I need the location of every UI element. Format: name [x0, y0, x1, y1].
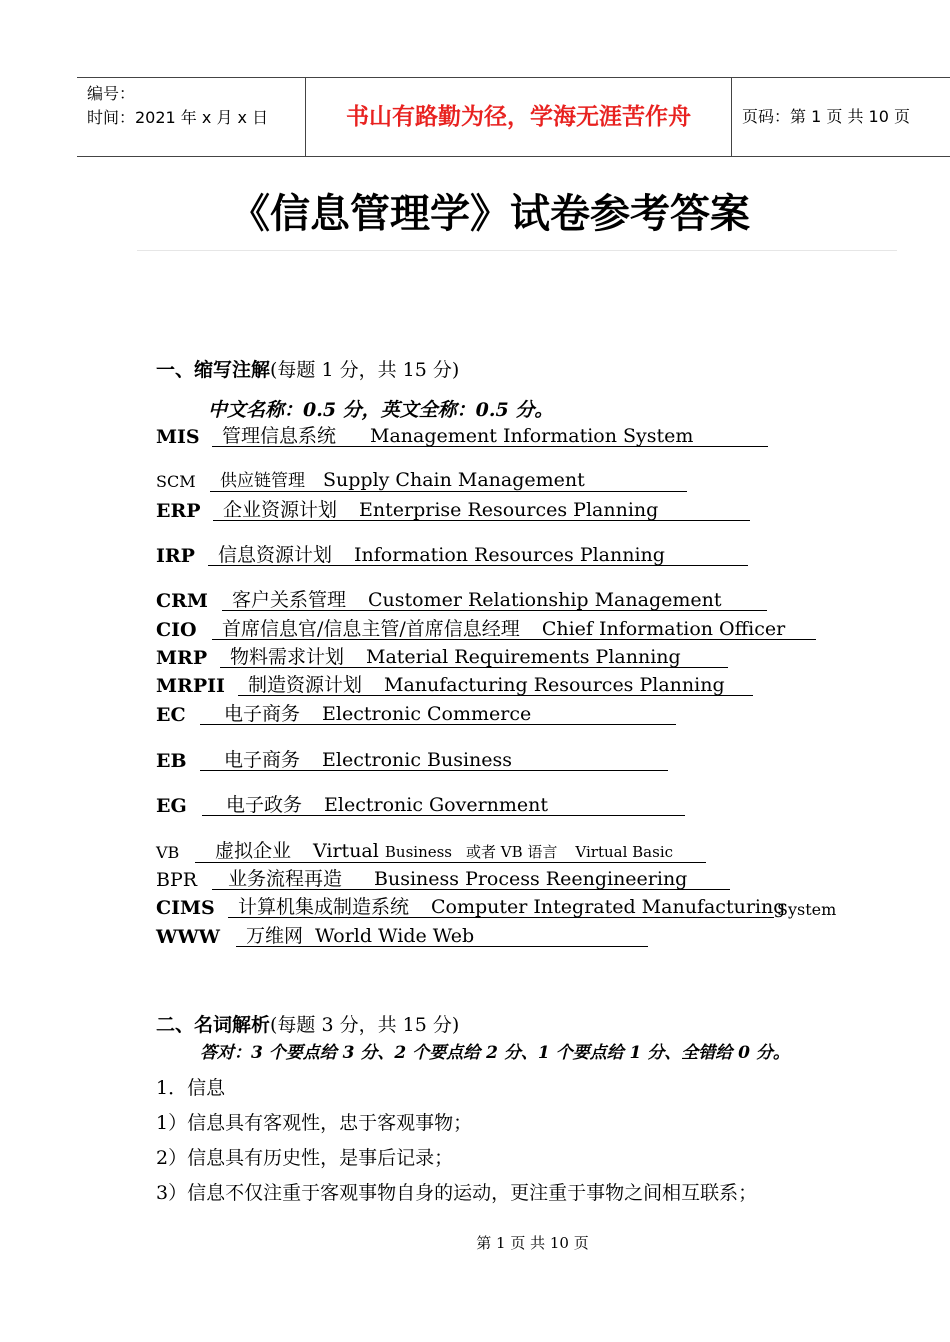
abbr-value-irp [208, 545, 748, 566]
section2-heading-line [156, 1010, 459, 1037]
section1-heading-line [156, 355, 459, 382]
cn-name: 管理信息系统 [222, 425, 337, 447]
section1-scoring: (每题 1 分，共 15 分) [270, 359, 460, 381]
cn-name: 万维网 [246, 925, 304, 947]
en-name: Information Resources Planning [354, 544, 665, 566]
abbr-value-mrpii [238, 675, 753, 696]
cn-name: 信息资源计划 [218, 544, 333, 566]
abbr-value-crm [222, 590, 767, 611]
cn-name: 供应链管理 [220, 471, 305, 491]
cn-name: 物料需求计划 [230, 646, 345, 668]
abbr-value-eb [200, 750, 668, 771]
abbr-row-www [156, 926, 220, 948]
abbr-value-bpr [212, 869, 730, 890]
abbr-label: BPR [156, 869, 198, 891]
en-name: Manufacturing Resources Planning [384, 674, 725, 696]
cn-name: 虚拟企业 [215, 840, 292, 862]
cn-name: 首席信息官/信息主管/首席信息经理 [222, 618, 520, 640]
abbr-label: EB [156, 750, 187, 772]
abbr-row-cio [156, 619, 197, 641]
abbr-row-erp [156, 500, 201, 522]
en-name: Material Requirements Planning [366, 646, 681, 668]
cn-name: 业务流程再造 [228, 868, 343, 890]
header-meta [77, 78, 306, 156]
abbr-label: ERP [156, 500, 201, 522]
abbr-row-cims [156, 897, 215, 919]
abbr-label: MRP [156, 647, 208, 669]
abbr-row-irp [156, 545, 195, 567]
header-page-label: 页码：第 1 页 共 10 页 [742, 107, 910, 126]
en-name: Electronic Commerce [322, 703, 532, 725]
abbr-value-erp [213, 500, 750, 521]
abbr-suffix-cims: System [777, 900, 837, 919]
abbr-label: VB [156, 843, 180, 862]
alt-term: 或者 VB 语言 [466, 843, 558, 861]
en-name: Computer Integrated Manufacturing [431, 896, 786, 918]
header-motto: 书山有路勤为径，学海无涯苦作舟 [306, 78, 732, 156]
abbr-label: EG [156, 795, 187, 817]
cn-name: 制造资源计划 [248, 674, 363, 696]
abbr-label: CIMS [156, 897, 215, 919]
abbr-value-vb [195, 841, 706, 863]
abbr-value-mrp [220, 647, 728, 668]
en-name: Virtual [313, 840, 379, 862]
time-label: 时间：2021 年 x 月 x 日 [87, 108, 269, 127]
document-header [77, 77, 950, 157]
definition-point-3: 3）信息不仅注重于客观事物自身的运动，更注重于事物之间相互联系； [156, 1182, 758, 1204]
abbr-label: CIO [156, 619, 197, 641]
en-name: Customer Relationship Management [368, 589, 722, 611]
abbr-row-ec [156, 704, 186, 726]
en-name: Business Process Reengineering [374, 868, 688, 890]
cn-name: 电子商务 [224, 703, 301, 725]
abbr-value-ec [200, 704, 676, 725]
definition-term: 1．信息 [156, 1077, 226, 1099]
en-name-small: Business [384, 843, 453, 861]
abbr-row-mrpii [156, 675, 225, 697]
page-title: 《信息管理学》试卷参考答案 [230, 191, 750, 237]
cn-name: 企业资源计划 [223, 499, 338, 521]
abbr-label: SCM [156, 472, 196, 491]
abbr-row-mis [156, 426, 200, 448]
title-divider [137, 250, 897, 251]
abbr-row-mrp [156, 647, 207, 669]
en-name: Supply Chain Management [323, 469, 585, 491]
abbr-value-cims [228, 896, 786, 918]
abbr-label: MRPII [156, 675, 225, 697]
abbr-row-scm [156, 472, 196, 491]
cn-name: 计算机集成制造系统 [238, 896, 410, 918]
en-name: World Wide Web [315, 925, 475, 947]
abbr-row-crm [156, 590, 208, 612]
abbr-value-mis [212, 426, 768, 447]
en-name: Electronic Government [324, 794, 549, 816]
abbr-label: WWW [156, 926, 221, 948]
abbr-value-www [236, 926, 648, 947]
abbr-label: CRM [156, 590, 208, 612]
number-label: 编号： [87, 84, 136, 103]
en-name: Electronic Business [322, 749, 513, 771]
abbr-value-scm [210, 470, 687, 492]
en-name: Chief Information Officer [541, 618, 786, 640]
cn-name: 电子政务 [226, 794, 303, 816]
alt-term-en: Virtual Basic [575, 843, 674, 861]
section1-note: 中文名称：0.5 分，英文全称：0.5 分。 [208, 399, 554, 421]
abbr-label: EC [156, 704, 186, 726]
abbr-label: MIS [156, 426, 200, 448]
en-name: Management Information System [370, 425, 694, 447]
cn-name: 电子商务 [224, 749, 301, 771]
cn-name: 客户关系管理 [232, 589, 347, 611]
section2-note: 答对：3 个要点给 3 分、2 个要点给 2 分、1 个要点给 1 分、全错给 0 分。 [200, 1043, 790, 1063]
section1-heading: 一、缩写注解 [156, 359, 271, 381]
abbr-value-cio [212, 619, 816, 640]
abbr-row-eb [156, 750, 187, 772]
definition-point-2: 2）信息具有历史性，是事后记录； [156, 1147, 454, 1169]
abbr-row-vb [156, 843, 179, 862]
abbr-label: IRP [156, 545, 195, 567]
definition-point-1: 1）信息具有客观性，忠于客观事物； [156, 1112, 473, 1134]
section2-scoring: (每题 3 分，共 15 分) [270, 1014, 460, 1036]
abbr-row-eg [156, 795, 187, 817]
page-footer: 第 1 页 共 10 页 [476, 1234, 589, 1252]
abbr-row-bpr [156, 869, 197, 891]
section2-heading: 二、名词解析 [156, 1014, 271, 1036]
abbr-value-eg [202, 795, 685, 816]
en-name: Enterprise Resources Planning [359, 499, 659, 521]
